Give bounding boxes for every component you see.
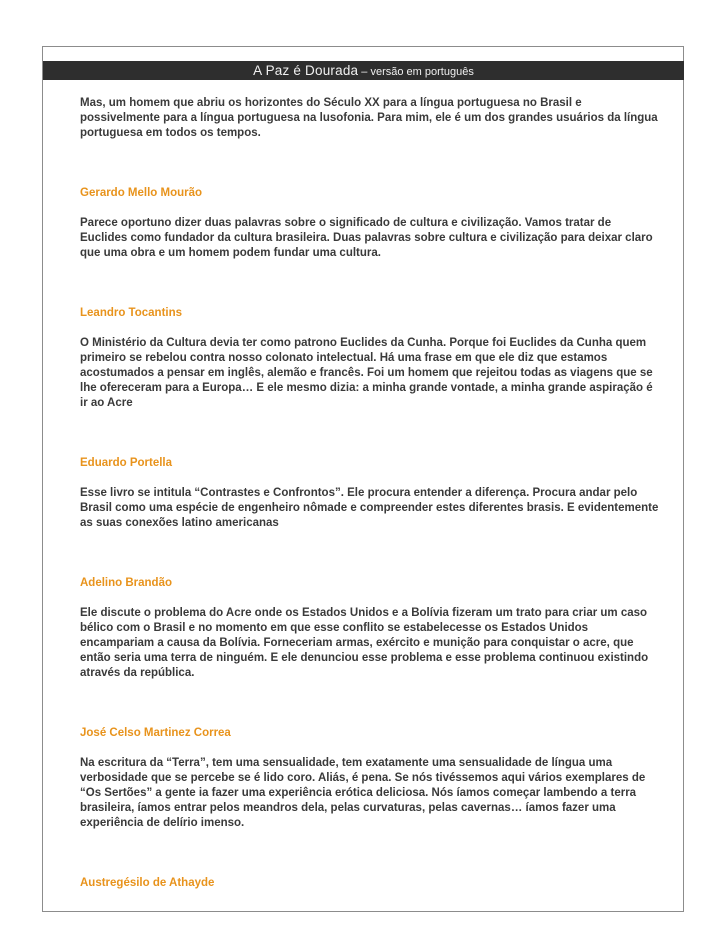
- document-subtitle: versão em português: [370, 66, 474, 78]
- author-name: Eduardo Portella: [80, 457, 173, 469]
- author-name: José Celso Martinez Correa: [80, 727, 231, 739]
- quote-paragraph: Mas, um homem que abriu os horizontes do Século XX para a língua portuguesa no Brasil e possivelmente para a língua portuguesa na lusofonia. Para mim, ele é um dos grandes usuários da língua portuguesa em todos os tempos.: [80, 97, 658, 139]
- document-body: [80, 96, 660, 891]
- author-name: Austregésilo de Athayde: [80, 877, 215, 889]
- quote-paragraph: O Ministério da Cultura devia ter como patrono Euclides da Cunha. Porque foi Euclides da Cunha quem primeiro se rebelou contra nosso colonato intelectual. Há uma frase em que ele diz que estamos acostumados a pensar em inglês, alemão e francês. Foi um homem que rejeitou todas as viagens que se lhe ofereceram para a Europa… E ele mesmo dizia: a minha grande vontade, a minha grande aspiração é ir ao Acre: [80, 337, 653, 409]
- title-separator: –: [358, 66, 371, 78]
- document-title: A Paz é Dourada: [253, 63, 359, 78]
- quote-paragraph: Ele discute o problema do Acre onde os Estados Unidos e a Bolívia fizeram um trato para criar um caso bélico com o Brasil e no momento em que esse conflito se estabelecesse os Estados Unidos encampariam a causa da Bolívia. Forneceriam armas, exército e munição para conquistar o acre, que então seria uma terra de ninguém. E ele denunciou esse problema e esse problema continuou existindo através da república.: [80, 607, 649, 679]
- quote-paragraph: Esse livro se intitula “Contrastes e Confrontos”. Ele procura entender a diferença. Procura andar pelo Brasil como uma espécie de engenheiro nômade e compreender estes diferentes brasis. E evidentemente as suas conexões latino americanas: [80, 487, 659, 529]
- author-name: Gerardo Mello Mourão: [80, 187, 203, 199]
- quote-paragraph: Na escritura da “Terra”, tem uma sensualidade, tem exatamente uma sensualidade de língua uma verbosidade que se percebe se é lido coro. Aliás, é pena. Se nós tivéssemos aqui vários exemplares de “Os Sertões” a gente ia fazer uma experiência erótica deliciosa. Nós íamos começar lambendo a terra brasileira, íamos entrar pelos meandros dela, pelas curvaturas, pelas cavernas… íamos fazer uma experiência de delírio imenso.: [80, 757, 646, 829]
- author-name: Leandro Tocantins: [80, 307, 183, 319]
- author-name: Adelino Brandão: [80, 577, 173, 589]
- quote-paragraph: Parece oportuno dizer duas palavras sobre o significado de cultura e civilização. Vamos tratar de Euclides como fundador da cultura brasileira. Duas palavras sobre cultura e civilização para deixar claro que uma obra e um homem podem fundar uma cultura.: [80, 217, 653, 259]
- header-bar: [43, 61, 684, 80]
